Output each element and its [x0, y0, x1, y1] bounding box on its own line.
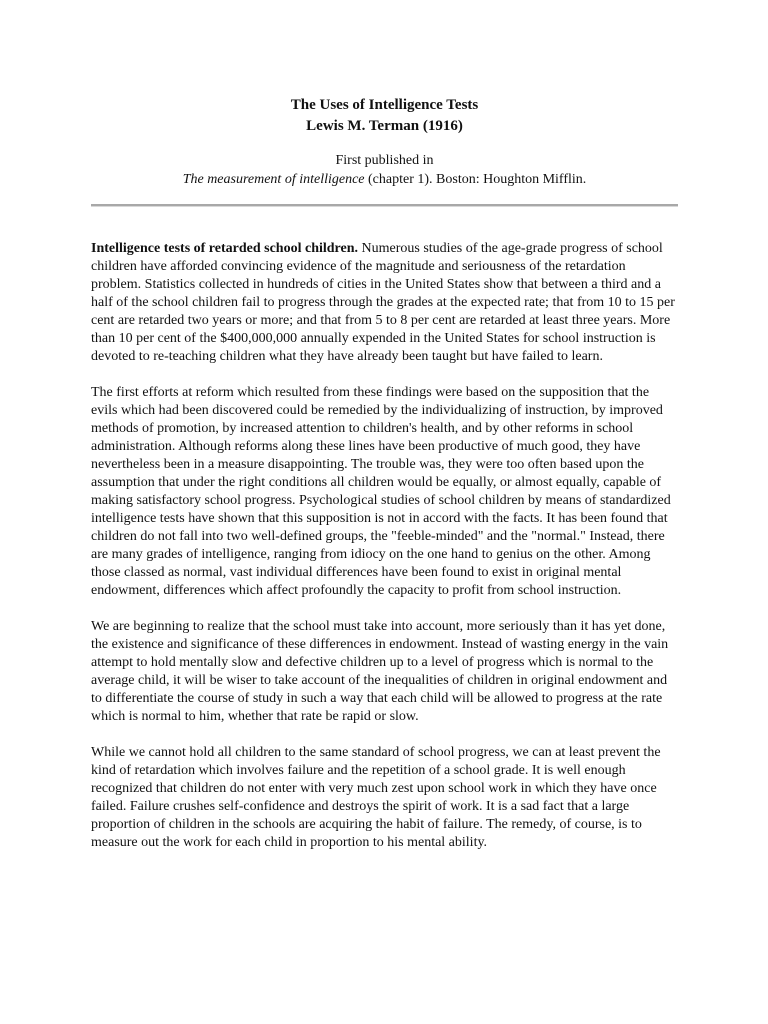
article-body	[91, 240, 678, 870]
source-title: The measurement of intelligence	[182, 172, 365, 187]
publication-info	[91, 151, 678, 189]
document-title: The Uses of Intelligence Tests	[290, 97, 479, 113]
paragraph-1-text: Numerous studies of the age-grade progress of school children have afforded convincing evidence of the magnitude and seriousness of the retardation problem. Statistics collected in hundreds of cities in the United States show that between a third and a half of the school children fail to progress through the grades at the expected rate; that from 10 to 15 per cent are retarded two years or more; and that from 5 to 8 per cent are retarded at least three years. More than 10 per cent of the $400,000,000 annually expended in the United States for school instruction is devoted to re-teaching children what they have already been taught but have failed to learn.	[91, 241, 675, 364]
author-line: Lewis M. Terman (1916)	[306, 118, 463, 134]
paragraph-1-lead: Intelligence tests of retarded school children.	[91, 241, 359, 256]
paragraph-1	[91, 240, 678, 366]
paragraph-3: We are beginning to realize that the school must take into account, more seriously than it has yet done, the existence and significance of these differences in endowment. Instead of wasting energy in the vain attempt to hold mentally slow and defective children up to a level of progress which is normal to the average child, it will be wiser to take account of the inequalities of children in original endowment and to differentiate the course of study in such a way that each child will be allowed to progress at the rate which is normal to him, whether that rate be rapid or slow.	[91, 619, 669, 724]
horizontal-rule	[91, 204, 678, 207]
published-label: First published in	[335, 153, 434, 168]
paragraph-4: While we cannot hold all children to the same standard of school progress, we can at least prevent the kind of retardation which involves failure and the repetition of a school grade. It is well enough recognized that children do not enter with very much zest upon school work in which they have once failed. Failure crushes self-confidence and destroys the spirit of work. It is a sad fact that a large proportion of children in the schools are acquiring the habit of failure. The remedy, of course, is to measure out the work for each child in proportion to his mental ability.	[91, 745, 661, 850]
paragraph-2: The first efforts at reform which resulted from these findings were based on the supposition that the evils which had been discovered could be remedied by the individualizing of instruction, by improved methods of promotion, by increased attention to children's health, and by other reforms in school administration. Although reforms along these lines have been productive of much good, they have nevertheless been in a measure disappointing. The trouble was, they were too often based upon the assumption that under the right conditions all children would be equally, or almost equally, capable of making satisfactory school progress. Psychological studies of school children by means of standardized intelligence tests have shown that this supposition is not in accord with the facts. It has been found that children do not fall into two well-defined groups, the "feeble-minded" and the "normal." Instead, there are many grades of intelligence, ranging from idiocy on the one hand to genius on the other. Among those classed as normal, vast individual differences have been found to exist in original mental endowment, differences which affect profoundly the capacity to profit from school instruction.	[91, 385, 671, 598]
source-citation	[91, 170, 678, 189]
document-header	[91, 95, 678, 137]
source-details: (chapter 1). Boston: Houghton Mifflin.	[364, 172, 587, 187]
